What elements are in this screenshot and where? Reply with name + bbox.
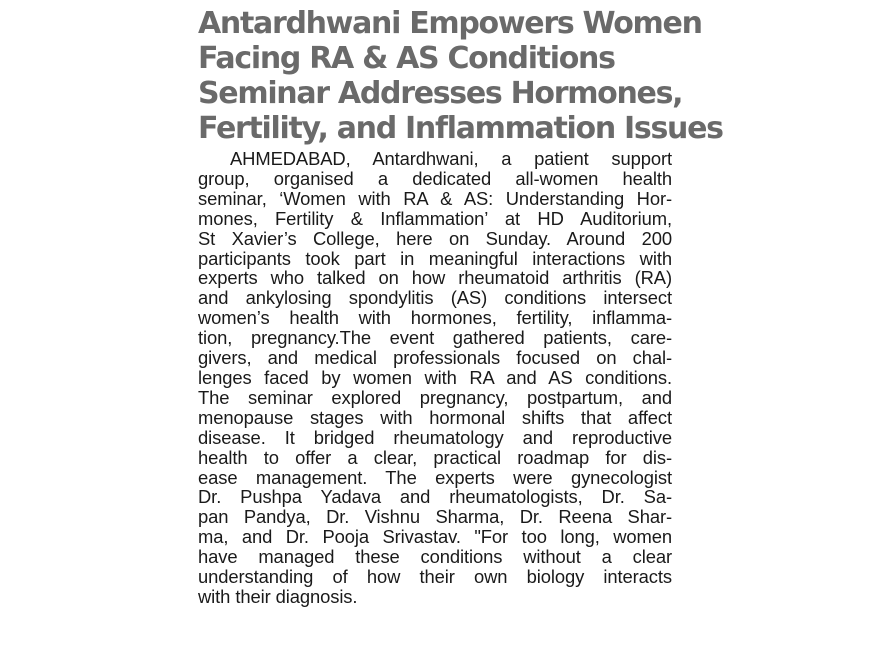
article-body <box>198 149 672 607</box>
body-line: ease management. The experts were gynecologist <box>198 466 672 488</box>
body-line: The seminar explored pregnancy, postpartum, and <box>198 386 672 408</box>
body-line: participants took part in meaningful interactions with <box>198 247 672 269</box>
body-line: understanding of how their own biology interacts <box>198 566 672 588</box>
headline <box>198 6 723 146</box>
headline-line: Fertility, and Inflammation Issues <box>198 111 723 146</box>
body-line: pan Pandya, Dr. Vishnu Sharma, Dr. Reena Shar- <box>198 506 672 528</box>
body-line: with their diagnosis. <box>198 585 358 607</box>
body-line: health to offer a clear, practical roadmap for dis- <box>198 446 672 468</box>
headline-line: Antardhwani Empowers Women <box>198 6 702 41</box>
body-line: group, organised a dedicated all-women health <box>198 167 672 189</box>
body-line: givers, and medical professionals focused on chal- <box>198 347 672 369</box>
body-line: seminar, ‘Women with RA & AS: Understanding Hor- <box>198 187 672 209</box>
body-line: tion, pregnancy.The event gathered patients, care- <box>198 327 672 349</box>
body-line: AHMEDABAD, Antardhwani, a patient support <box>230 148 672 169</box>
body-line: women’s health with hormones, fertility, inflamma- <box>198 307 672 329</box>
body-line: disease. It bridged rheumatology and reproductive <box>198 426 672 448</box>
news-clipping <box>198 6 723 607</box>
headline-line: Seminar Addresses Hormones, <box>198 76 683 111</box>
body-line: and ankylosing spondylitis (AS) conditions intersect <box>198 287 672 309</box>
body-line: experts who talked on how rheumatoid arthritis (RA) <box>198 267 672 289</box>
body-line: ma, and Dr. Pooja Srivastav. "For too long, women <box>198 526 672 548</box>
headline-line: Facing RA & AS Conditions <box>198 41 615 76</box>
body-line: menopause stages with hormonal shifts that affect <box>198 406 672 428</box>
body-line: Dr. Pushpa Yadava and rheumatologists, Dr. Sa- <box>198 486 672 508</box>
body-line: mones, Fertility & Inflammation’ at HD Auditorium, <box>198 207 672 229</box>
body-line: have managed these conditions without a clear <box>198 546 672 568</box>
body-line: lenges faced by women with RA and AS conditions. <box>198 366 672 388</box>
body-line: St Xavier’s College, here on Sunday. Around 200 <box>198 227 672 249</box>
